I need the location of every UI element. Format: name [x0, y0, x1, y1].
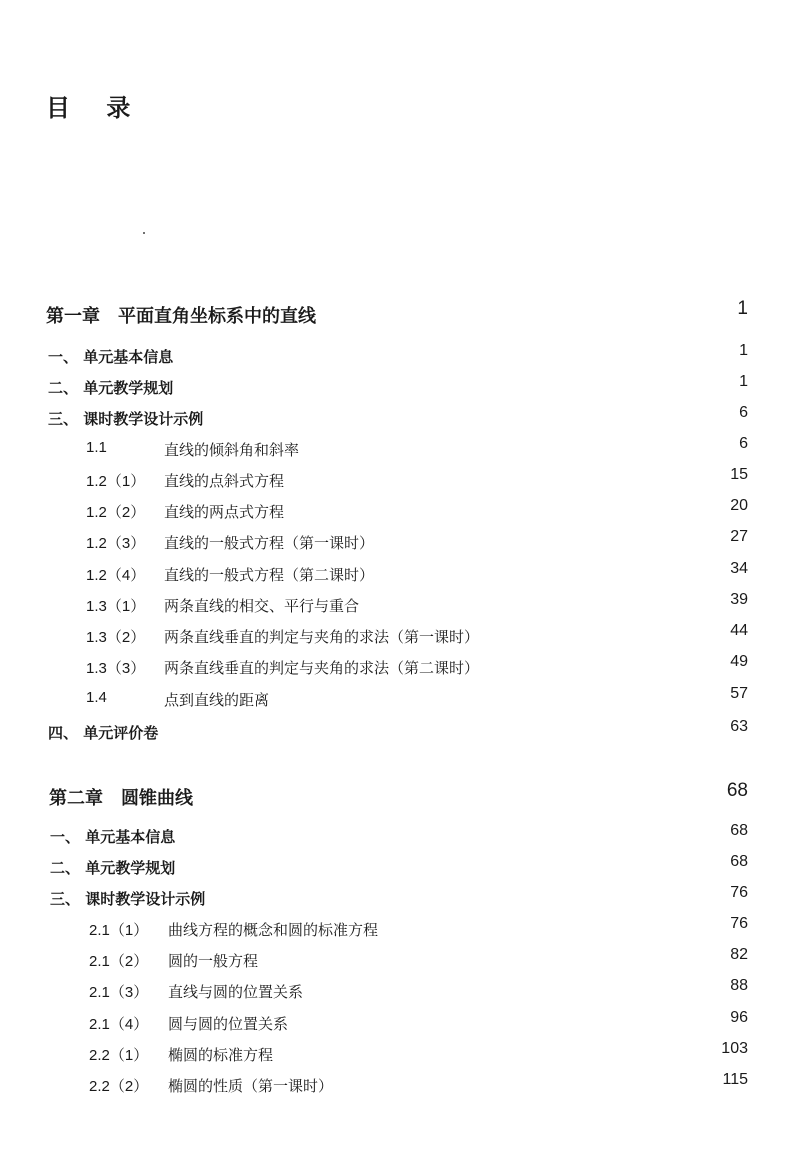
toc-entry-number: 1.3（1） [86, 598, 146, 615]
toc-entry-page-number: 1 [737, 298, 748, 319]
toc-entry-page-number: 63 [730, 718, 748, 735]
toc-entry-lesson[interactable] [0, 468, 790, 492]
toc-entry-title: 直线的倾斜角和斜率 [164, 441, 300, 459]
toc-entry-title: 椭圆的标准方程 [168, 1046, 274, 1064]
toc-entry-title: 直线与圆的位置关系 [168, 983, 304, 1001]
scan-dot [143, 232, 145, 234]
toc-entry-number: 2.2（2） [89, 1078, 149, 1095]
toc-entry-title: 圆与圆的位置关系 [168, 1015, 289, 1033]
toc-entry-number: 2.1（3） [89, 984, 149, 1001]
toc-entry-lesson[interactable] [0, 437, 790, 461]
page-title: 目 录 [46, 94, 145, 122]
toc-entry-title: 一、 单元基本信息 [48, 348, 174, 366]
toc-entry-number: 1.2（1） [86, 473, 146, 490]
toc-entry-number: 1.3（2） [86, 629, 146, 646]
toc-entry-title: 三、 课时教学设计示例 [50, 890, 206, 908]
toc-entry-title: 三、 课时教学设计示例 [48, 410, 204, 428]
toc-entry-lesson[interactable] [0, 593, 790, 617]
toc-entry-number: 1.2（2） [86, 504, 146, 521]
toc-entry-lesson[interactable] [0, 917, 790, 941]
toc-entry-page-number: 68 [726, 780, 748, 801]
toc-entry-section[interactable] [0, 720, 790, 744]
toc-entry-page-number: 20 [730, 497, 748, 514]
toc-entry-title: 第一章 平面直角坐标系中的直线 [46, 306, 316, 327]
toc-entry-page-number: 34 [730, 560, 748, 577]
toc-entry-title: 第二章 圆锥曲线 [49, 788, 193, 809]
toc-entry-page-number: 68 [730, 853, 748, 870]
toc-entry-number: 1.4 [86, 689, 107, 706]
toc-entry-title: 直线的一般式方程（第二课时） [164, 566, 375, 584]
toc-entry-lesson[interactable] [0, 1042, 790, 1066]
toc-entry-number: 2.1（4） [89, 1016, 149, 1033]
toc-entry-lesson[interactable] [0, 655, 790, 679]
toc-entry-lesson[interactable] [0, 499, 790, 523]
toc-entry-page-number: 96 [730, 1009, 748, 1026]
toc-entry-lesson[interactable] [0, 948, 790, 972]
toc-entry-chapter[interactable] [0, 780, 790, 809]
toc-entry-page-number: 68 [730, 822, 748, 839]
toc-entry-page-number: 76 [730, 915, 748, 932]
toc-entry-title: 点到直线的距离 [164, 691, 270, 709]
toc-entry-page-number: 27 [730, 528, 748, 545]
toc-entry-title: 直线的两点式方程 [164, 503, 285, 521]
toc-entry-lesson[interactable] [0, 562, 790, 586]
toc-entry-page-number: 1 [739, 373, 748, 390]
toc-entry-number: 2.1（2） [89, 953, 149, 970]
toc-entry-title: 椭圆的性质（第一课时） [168, 1077, 334, 1095]
toc-entry-lesson[interactable] [0, 1073, 790, 1097]
toc-entry-lesson[interactable] [0, 687, 790, 711]
toc-entry-page-number: 103 [721, 1040, 748, 1057]
toc-entry-page-number: 15 [730, 466, 748, 483]
toc-entry-section[interactable] [0, 375, 790, 399]
toc-entry-page-number: 1 [739, 342, 748, 359]
toc-entry-section[interactable] [0, 344, 790, 368]
toc-entry-page-number: 115 [722, 1071, 748, 1088]
toc-entry-number: 2.2（1） [89, 1047, 149, 1064]
toc-entry-title: 直线的点斜式方程 [164, 472, 285, 490]
toc-entry-number: 1.2（4） [86, 567, 146, 584]
toc-entry-title: 一、 单元基本信息 [50, 828, 176, 846]
toc-entry-title: 两条直线的相交、平行与重合 [164, 597, 360, 615]
toc-entry-title: 圆的一般方程 [168, 952, 259, 970]
toc-entry-chapter[interactable] [0, 298, 790, 327]
toc-entry-page-number: 44 [730, 622, 748, 639]
toc-entry-page-number: 82 [730, 946, 748, 963]
toc-entry-lesson[interactable] [0, 530, 790, 554]
toc-entry-section[interactable] [0, 406, 790, 430]
toc-entry-title: 两条直线垂直的判定与夹角的求法（第二课时） [164, 659, 480, 677]
toc-entry-number: 1.1 [86, 439, 107, 456]
toc-entry-section[interactable] [0, 855, 790, 879]
toc-entry-section[interactable] [0, 824, 790, 848]
toc-entry-lesson[interactable] [0, 1011, 790, 1035]
toc-entry-page-number: 76 [730, 884, 748, 901]
toc-entry-page-number: 57 [730, 685, 748, 702]
toc-entry-title: 二、 单元教学规划 [50, 859, 176, 877]
toc-entry-section[interactable] [0, 886, 790, 910]
toc-entry-title: 两条直线垂直的判定与夹角的求法（第一课时） [164, 628, 480, 646]
toc-entry-page-number: 88 [730, 977, 748, 994]
toc-entry-title: 二、 单元教学规划 [48, 379, 174, 397]
toc-entry-page-number: 39 [730, 591, 748, 608]
toc-entry-lesson[interactable] [0, 979, 790, 1003]
toc-entry-lesson[interactable] [0, 624, 790, 648]
toc-entry-number: 1.3（3） [86, 660, 146, 677]
toc-entry-page-number: 6 [739, 435, 748, 452]
toc-entry-title: 四、 单元评价卷 [48, 724, 159, 742]
toc-entry-page-number: 6 [739, 404, 748, 421]
toc-entry-title: 直线的一般式方程（第一课时） [164, 534, 375, 552]
toc-entry-number: 1.2（3） [86, 535, 146, 552]
toc-entry-page-number: 49 [730, 653, 748, 670]
toc-entry-number: 2.1（1） [89, 922, 149, 939]
toc-entry-title: 曲线方程的概念和圆的标准方程 [168, 921, 379, 939]
